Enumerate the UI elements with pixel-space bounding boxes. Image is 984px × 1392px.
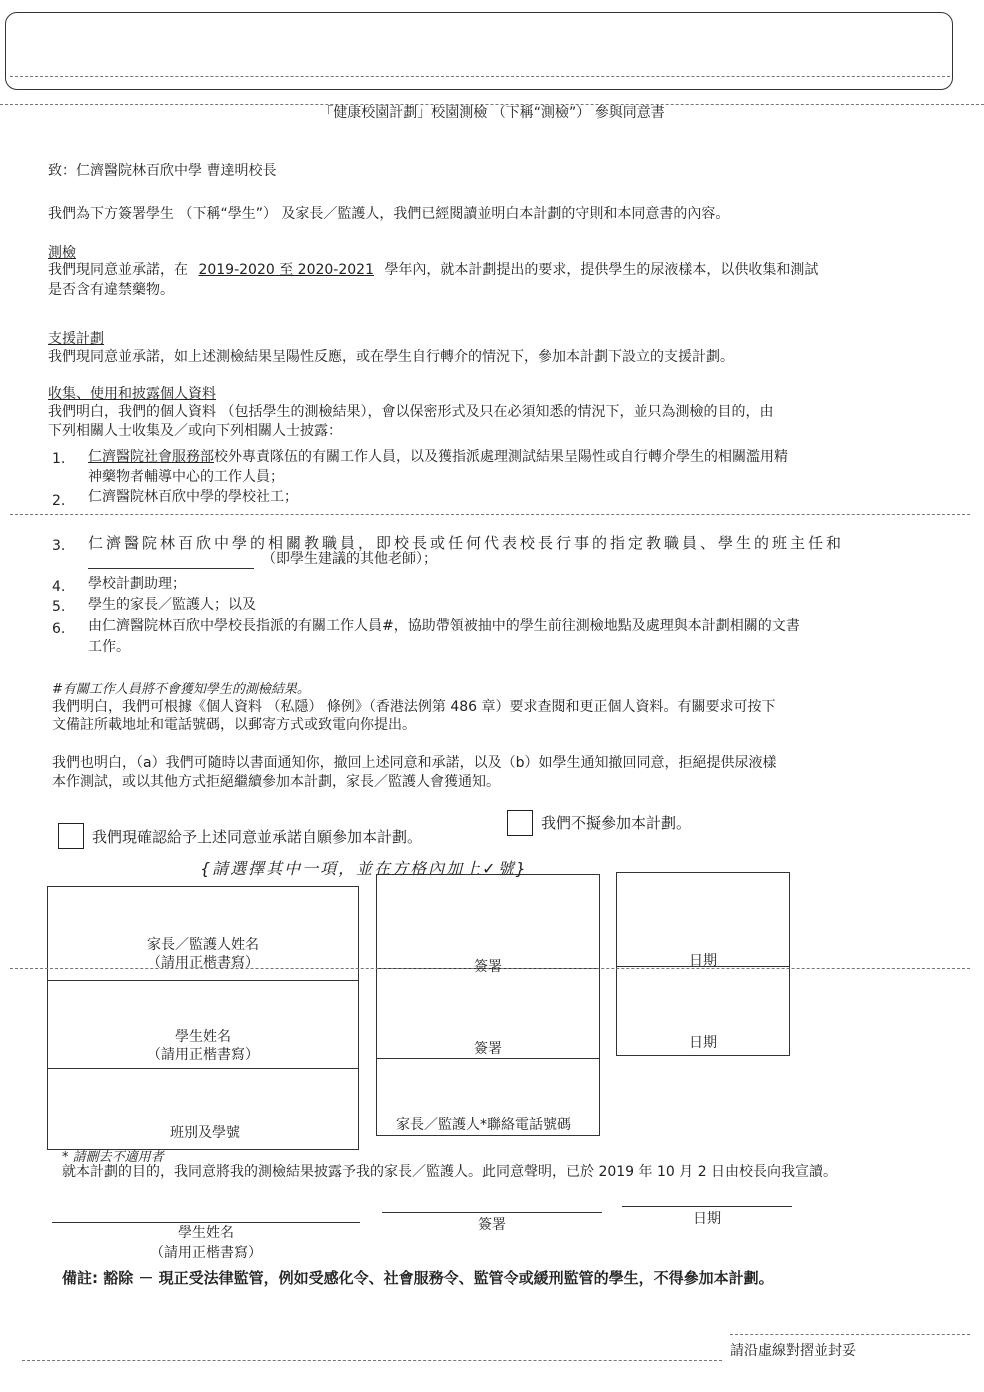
list-item-text: 校外專責隊伍的有關工作人員，以及獲指派處理測試結果呈陽性或自行轉介學生的相關濫用精: [214, 449, 788, 465]
test-period: 2019-2020 至 2020-2021: [198, 262, 374, 278]
list-item-org: 仁濟醫院社會服務部: [88, 449, 214, 465]
privacy-line-2: 下列相關人士收集及／或向下列相關人士披露：: [48, 423, 342, 439]
name-divider-2: [47, 1068, 359, 1069]
bottom-signature-label: 簽署: [478, 1217, 506, 1233]
fold-line-bottom: [22, 1360, 722, 1361]
list-item: 學校計劃助理；: [88, 576, 186, 592]
bottom-student-name-label: 學生姓名: [178, 1225, 234, 1241]
delete-note: * 請刪去不適用者: [62, 1150, 164, 1165]
page-title: 「健康校園計劃」校園測檢 （下稱“測檢”） 參與同意書: [319, 105, 665, 121]
phone-label: 家長／監護人*聯絡電話號碼: [396, 1117, 571, 1133]
list-number: 5.: [52, 599, 66, 615]
list-number: 6.: [52, 621, 66, 637]
bottom-signature-line: [382, 1212, 602, 1213]
list-item-continued: 工作。: [88, 639, 130, 655]
recipient: 致：仁濟醫院林百欣中學 曹達明校長: [48, 163, 277, 179]
agree-checkbox[interactable]: [58, 823, 84, 849]
signature-divider-2: [376, 1058, 600, 1059]
parent-name-hint: （請用正楷書寫）: [147, 955, 259, 971]
remark: 備註: 豁除 － 現正受法律監管，例如受感化令、社會服務令、監管令或緩刑監管的學生，不得參加本計劃。: [62, 1269, 774, 1287]
test-line-1-after: 學年內，就本計劃提出的要求，提供學生的尿液樣本，以供收集和測試: [384, 262, 819, 278]
parent-signature-label: 簽署: [474, 959, 502, 975]
support-text: 我們現同意並承諾，如上述測檢結果呈陽性反應，或在學生自行轉介的情況下，參加本計劃下設立的支援計劃。: [48, 349, 734, 365]
decline-label: 我們不擬參加本計劃。: [541, 814, 692, 832]
declaration-text: 就本計劃的目的，我同意將我的測檢結果披露予我的家長／監護人。此同意聲明，已於 2019 年 10 月 2 日由校長向我宣讀。: [62, 1164, 838, 1180]
footnote: #有關工作人員將不會獲知學生的測檢結果。: [52, 682, 310, 697]
support-heading: 支援計劃: [48, 331, 104, 347]
top-address-box: [5, 12, 953, 90]
privacy-line-1: 我們明白，我們的個人資料 （包括學生的測檢結果），會以保密形式及只在必須知悉的情況下，並只為測檢的目的，由: [48, 404, 774, 420]
list-item: 由仁濟醫院林百欣中學校長指派的有關工作人員#，協助帶領被抽中的學生前往測檢地點及處理與本計劃相關的文書: [88, 618, 800, 634]
list-item-continued: （即學生建議的其他老師）；: [262, 551, 437, 567]
access-line-2: 文備註所載地址和電話號碼，以郵寄方式或致電向你提出。: [52, 717, 416, 733]
privacy-heading: 收集、使用和披露個人資料: [48, 386, 216, 402]
fold-line-top-1: [10, 76, 950, 77]
fold-instruction: 請沿虛線對摺並封妥: [730, 1343, 856, 1359]
class-number-label: 班別及學號: [170, 1125, 240, 1141]
student-name-label: 學生姓名: [175, 1029, 231, 1045]
fold-line-middle: [10, 514, 970, 515]
withdraw-line-2: 本作測試，或以其他方式拒絕繼續參加本計劃，家長／監護人會獲通知。: [52, 774, 500, 790]
test-line-1: [48, 261, 818, 279]
name-divider-1: [47, 980, 359, 981]
list-number: 1.: [52, 451, 66, 467]
bottom-name-line: [52, 1222, 360, 1223]
student-date-label: 日期: [689, 1035, 717, 1051]
bottom-date-line: [622, 1206, 792, 1207]
test-line-1-before: 我們現同意並承諾，在: [48, 262, 188, 278]
signature-box: [376, 874, 600, 1136]
list-number: 4.: [52, 579, 66, 595]
decline-checkbox[interactable]: [507, 810, 533, 836]
fold-line-bottom-right: [730, 1334, 970, 1335]
list-number: 3.: [52, 538, 66, 554]
list-item: 仁濟醫院林百欣中學的學校社工；: [88, 489, 298, 505]
test-heading: 測檢: [48, 245, 76, 261]
access-line-1: 我們明白，我們可根據《個人資料 （私隱） 條例》（香港法例第 486 章）要求查閱和更正個人資料。有關要求可按下: [52, 699, 776, 715]
list-item: 學生的家長／監護人；以及: [88, 597, 256, 613]
student-name-hint: （請用正楷書寫）: [147, 1047, 259, 1063]
student-signature-label: 簽署: [474, 1041, 502, 1057]
list-number: 2.: [52, 493, 66, 509]
parent-name-label: 家長／監護人姓名: [147, 937, 259, 953]
name-fields-box: [47, 886, 359, 1150]
teacher-name-blank: [88, 568, 254, 569]
list-item-continued: 神藥物者輔導中心的工作人員；: [88, 469, 284, 485]
list-item: 仁濟醫院林百欣中學的相關教職員，即校長或任何代表校長行事的指定教職員、學生的班主任和: [88, 534, 845, 552]
test-line-2: 是否含有違禁藥物。: [48, 282, 174, 298]
intro-text: 我們為下方簽署學生 （下稱“學生”） 及家長／監護人，我們已經閱讀並明白本計劃的守則和本同意書的內容。: [48, 206, 730, 222]
bottom-date-label: 日期: [693, 1211, 721, 1227]
bottom-student-name-hint: （請用正楷書寫）: [150, 1245, 262, 1261]
parent-date-label: 日期: [689, 953, 717, 969]
agree-label: 我們現確認給予上述同意並承諾自願參加本計劃。: [92, 828, 423, 846]
list-item: [88, 448, 788, 466]
selection-instruction: {請選擇其中一項，並在方格內加上✓號}: [200, 859, 528, 878]
withdraw-line-1: 我們也明白，（a）我們可隨時以書面通知你，撤回上述同意和承諾，以及（b）如學生通知撤回同意，拒絕提供尿液樣: [52, 755, 777, 771]
